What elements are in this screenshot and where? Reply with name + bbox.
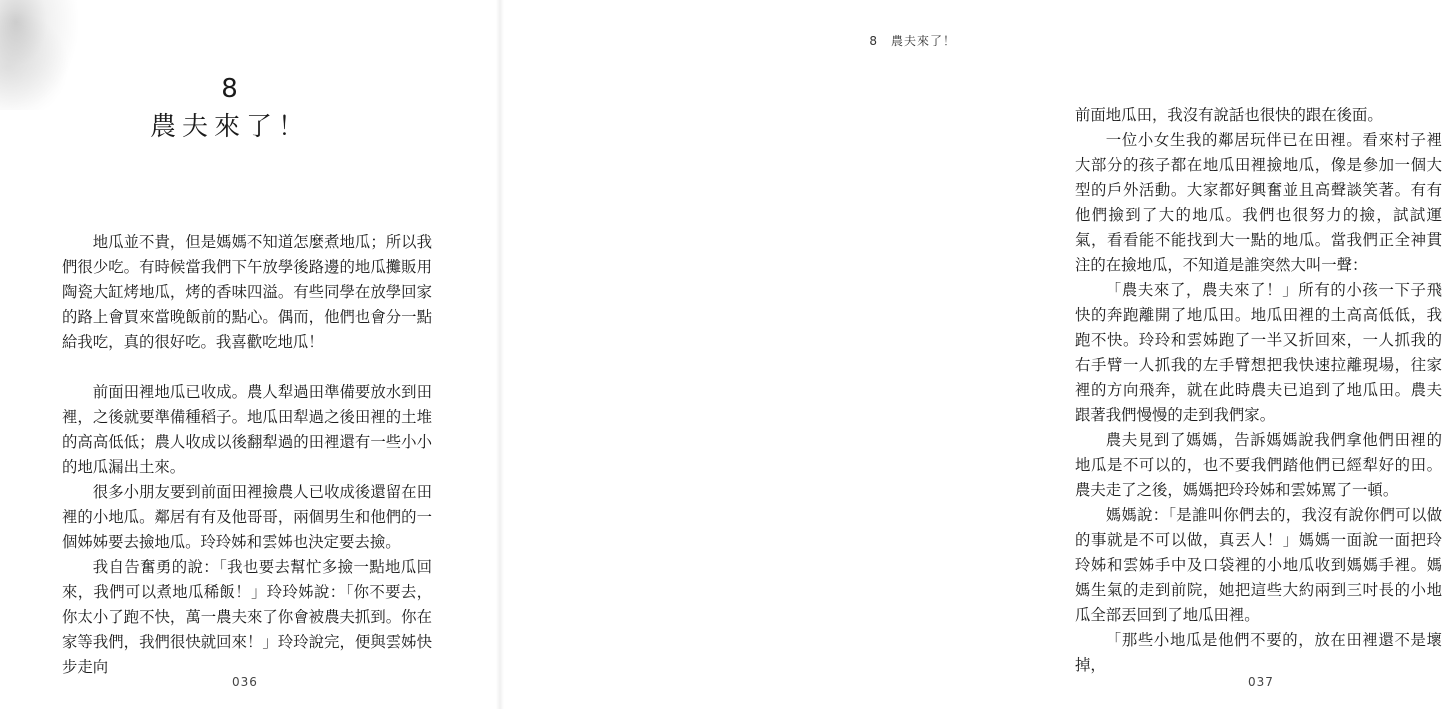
smudge-decoration (0, 0, 80, 110)
paragraph: 很多小朋友要到前面田裡撿農人已收成後還留在田裡的小地瓜。鄰居有有及他哥哥，兩個男生和他們的一個姊姊要去撿地瓜。玲玲姊和雲姊也決定要去撿。 (62, 483, 432, 551)
running-header: 8 農夫來了！ (869, 34, 956, 48)
chapter-title: 農夫來了！ (149, 112, 310, 142)
chapter-number: 8 (221, 74, 239, 104)
left-body-text (62, 230, 432, 680)
paragraph: 前面田裡地瓜已收成。農人犁過田準備要放水到田裡，之後就要準備種稻子。地瓜田犁過之後田裡的土堆的高高低低；農人收成以後翻犁過的田裡還有一些小小的地瓜漏出土來。 (62, 383, 432, 476)
paragraph: 地瓜並不貴，但是媽媽不知道怎麼煮地瓜；所以我們很少吃。有時候當我們下午放學後路邊的地瓜攤販用陶瓷大缸烤地瓜，烤的香味四溢。有些同學在放學回家的路上會買來當晚飯前的點心。偶而，他們也會分一點給我吃，真的很好吃。我喜歡吃地瓜！ (62, 233, 432, 351)
paragraph: 我自告奮勇的說：「我也要去幫忙多撿一點地瓜回來，我們可以煮地瓜稀飯！」玲玲姊說：「你不要去，你太小了跑不快，萬一農夫來了你會被農夫抓到。你在家等我們，我們很快就回來！」玲玲說完，便與雲姊快步走向 (62, 558, 432, 676)
right-page (500, 0, 1442, 709)
paragraph: 媽媽說：「是誰叫你們去的，我沒有說你們可以做的事就是不可以做，真丟人！」媽媽一面說一面把玲玲姊和雲姊手中及口袋裡的小地瓜收到媽媽手裡。媽媽生氣的走到前院，她把這些大約兩到三吋長的小地瓜全部丟回到了地瓜田裡。 (1075, 506, 1442, 624)
page-number-right: 037 (1248, 675, 1274, 689)
paragraph: 一位小女生我的鄰居玩伴已在田裡。看來村子裡大部分的孩子都在地瓜田裡撿地瓜，像是參加一個大型的戶外活動。大家都好興奮並且高聲談笑著。有有他們撿到了大的地瓜。我們也很努力的撿，試試運氣，看看能不能找到大一點的地瓜。當我們正全神貫注的在撿地瓜，不知道是誰突然大叫一聲： (1075, 131, 1442, 274)
left-page (0, 0, 500, 709)
paragraph: 農夫見到了媽媽，告訴媽媽說我們拿他們田裡的地瓜是不可以的，也不要我們踏他們已經犁好的田。農夫走了之後，媽媽把玲玲姊和雲姊罵了一頓。 (1075, 431, 1442, 499)
right-body-text (1075, 103, 1442, 678)
paragraph: 前面地瓜田，我沒有說話也很快的跟在後面。 (1075, 106, 1383, 124)
page-number-left: 036 (232, 675, 258, 689)
paragraph: 「農夫來了，農夫來了！」所有的小孩一下子飛快的奔跑離開了地瓜田。地瓜田裡的土高高低低，我跑不快。玲玲和雲姊跑了一半又折回來，一人抓我的右手臂一人抓我的左手臂想把我快速拉離現場，往家裡的方向飛奔，就在此時農夫已追到了地瓜田。農夫跟著我們慢慢的走到我們家。 (1075, 281, 1442, 424)
paragraph: 「那些小地瓜是他們不要的，放在田裡還不是壞掉， (1075, 631, 1442, 674)
